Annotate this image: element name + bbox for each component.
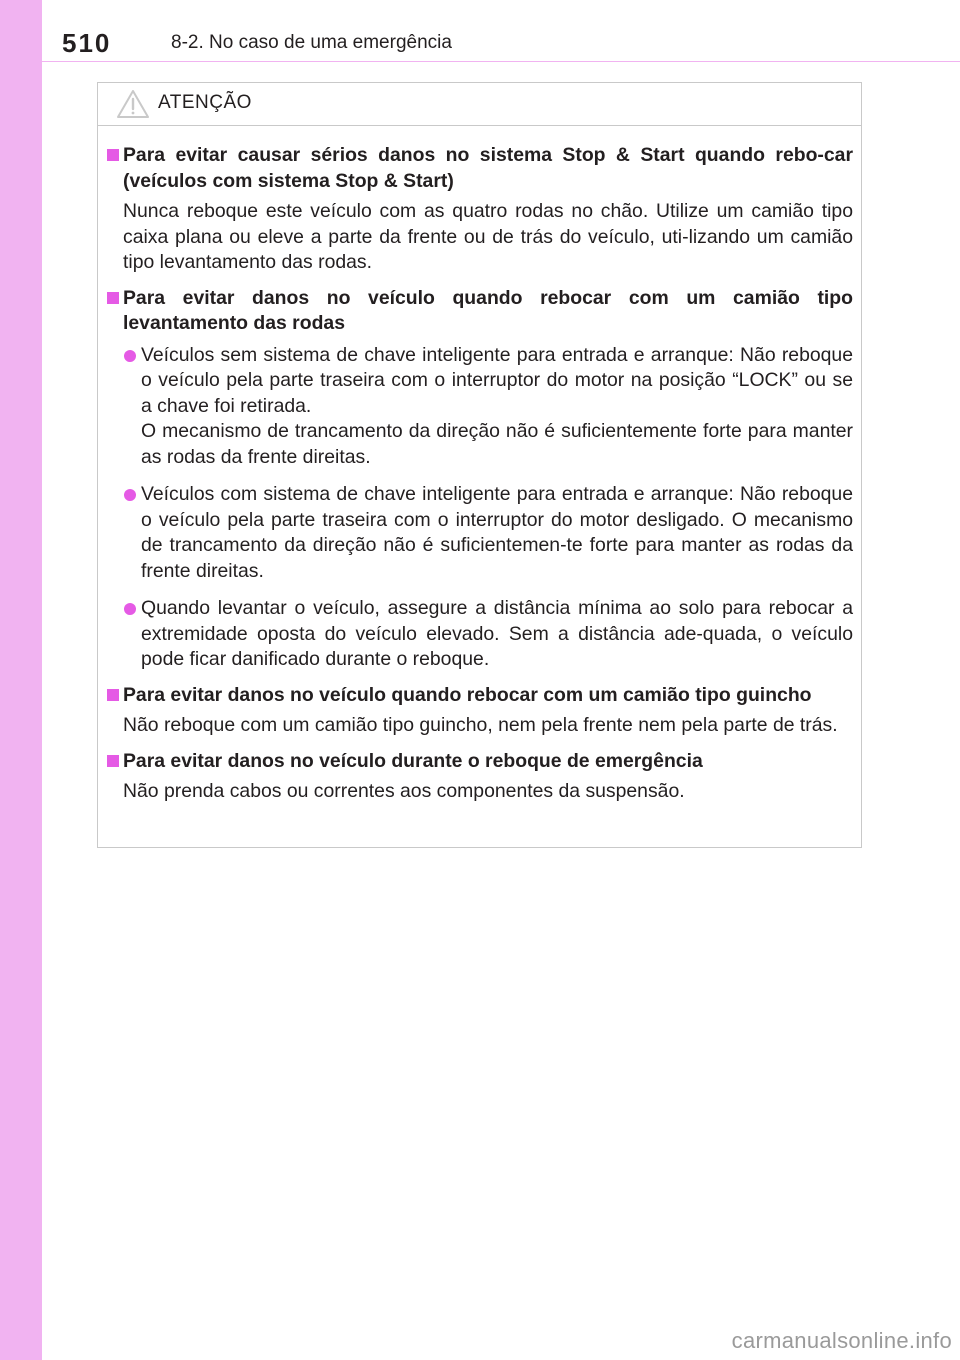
bullet-text: Veículos com sistema de chave inteligente para entrada e arranque: Não reboque o veículo pela parte traseira com o interruptor do motor desligado. O mecanismo de trancamento da direção não é suficientemen-te forte para manter as rodas da frente direitas.	[141, 483, 853, 582]
item-text: Nunca reboque este veículo com as quatro rodas no chão. Utilize um camião tipo caixa plana ou eleve a parte da frente ou de trás do veículo, uti-lizando um camião tipo levantamento das rodas.	[123, 200, 853, 273]
warning-item	[107, 683, 853, 739]
bullet-item	[107, 476, 853, 584]
item-heading	[107, 286, 853, 337]
round-bullet-icon	[124, 603, 136, 615]
square-bullet-icon	[107, 149, 119, 161]
square-bullet-icon	[107, 755, 119, 767]
item-text: Não prenda cabos ou correntes aos componentes da suspensão.	[123, 780, 685, 802]
warning-body	[98, 126, 861, 805]
warning-item	[107, 286, 853, 673]
bullet-item	[107, 337, 853, 471]
item-heading-text: Para evitar danos no veículo durante o reboque de emergência	[123, 749, 703, 772]
round-bullet-icon	[124, 350, 136, 362]
warning-header	[98, 83, 861, 126]
section-title: 8-2. No caso de uma emergência	[171, 32, 452, 53]
page-number: 510	[62, 28, 112, 58]
item-text: Não reboque com um camião tipo guincho, nem pela frente nem pela parte de trás.	[123, 714, 838, 736]
warning-triangle-icon	[116, 89, 150, 119]
square-bullet-icon	[107, 689, 119, 701]
warning-item	[107, 749, 853, 805]
item-heading	[107, 683, 853, 709]
side-color-band	[0, 0, 42, 1360]
warning-item	[107, 143, 853, 276]
item-heading	[107, 143, 853, 194]
bullet-item	[107, 590, 853, 673]
watermark-link[interactable]: carmanualsonline.info	[731, 1328, 952, 1353]
warning-label: ATENÇÃO	[158, 92, 252, 113]
bullet-text: Quando levantar o veículo, assegure a distância mínima ao solo para rebocar a extremidade oposta do veículo elevado. Sem a distância ade-quada, o veículo pode ficar danificado durante o reboque.	[141, 597, 853, 670]
item-heading-text: Para evitar danos no veículo quando rebocar com um camião tipo guincho	[123, 683, 812, 706]
warning-box	[97, 82, 862, 848]
bullet-text-continued: O mecanismo de trancamento da direção não é suficientemente forte para manter as rodas da frente direitas.	[141, 420, 853, 468]
bullet-text: Veículos sem sistema de chave inteligente para entrada e arranque: Não reboque o veículo pela parte traseira com o interruptor do motor na posição “LOCK” ou se a chave foi retirada.	[141, 343, 853, 417]
item-heading-text: Para evitar causar sérios danos no sistema Stop & Start quando rebo-car (veículos com sistema Stop & Start)	[123, 144, 853, 192]
square-bullet-icon	[107, 292, 119, 304]
item-heading	[107, 749, 853, 775]
round-bullet-icon	[124, 489, 136, 501]
item-heading-text: Para evitar danos no veículo quando rebocar com um camião tipo levantamento das rodas	[123, 286, 853, 334]
